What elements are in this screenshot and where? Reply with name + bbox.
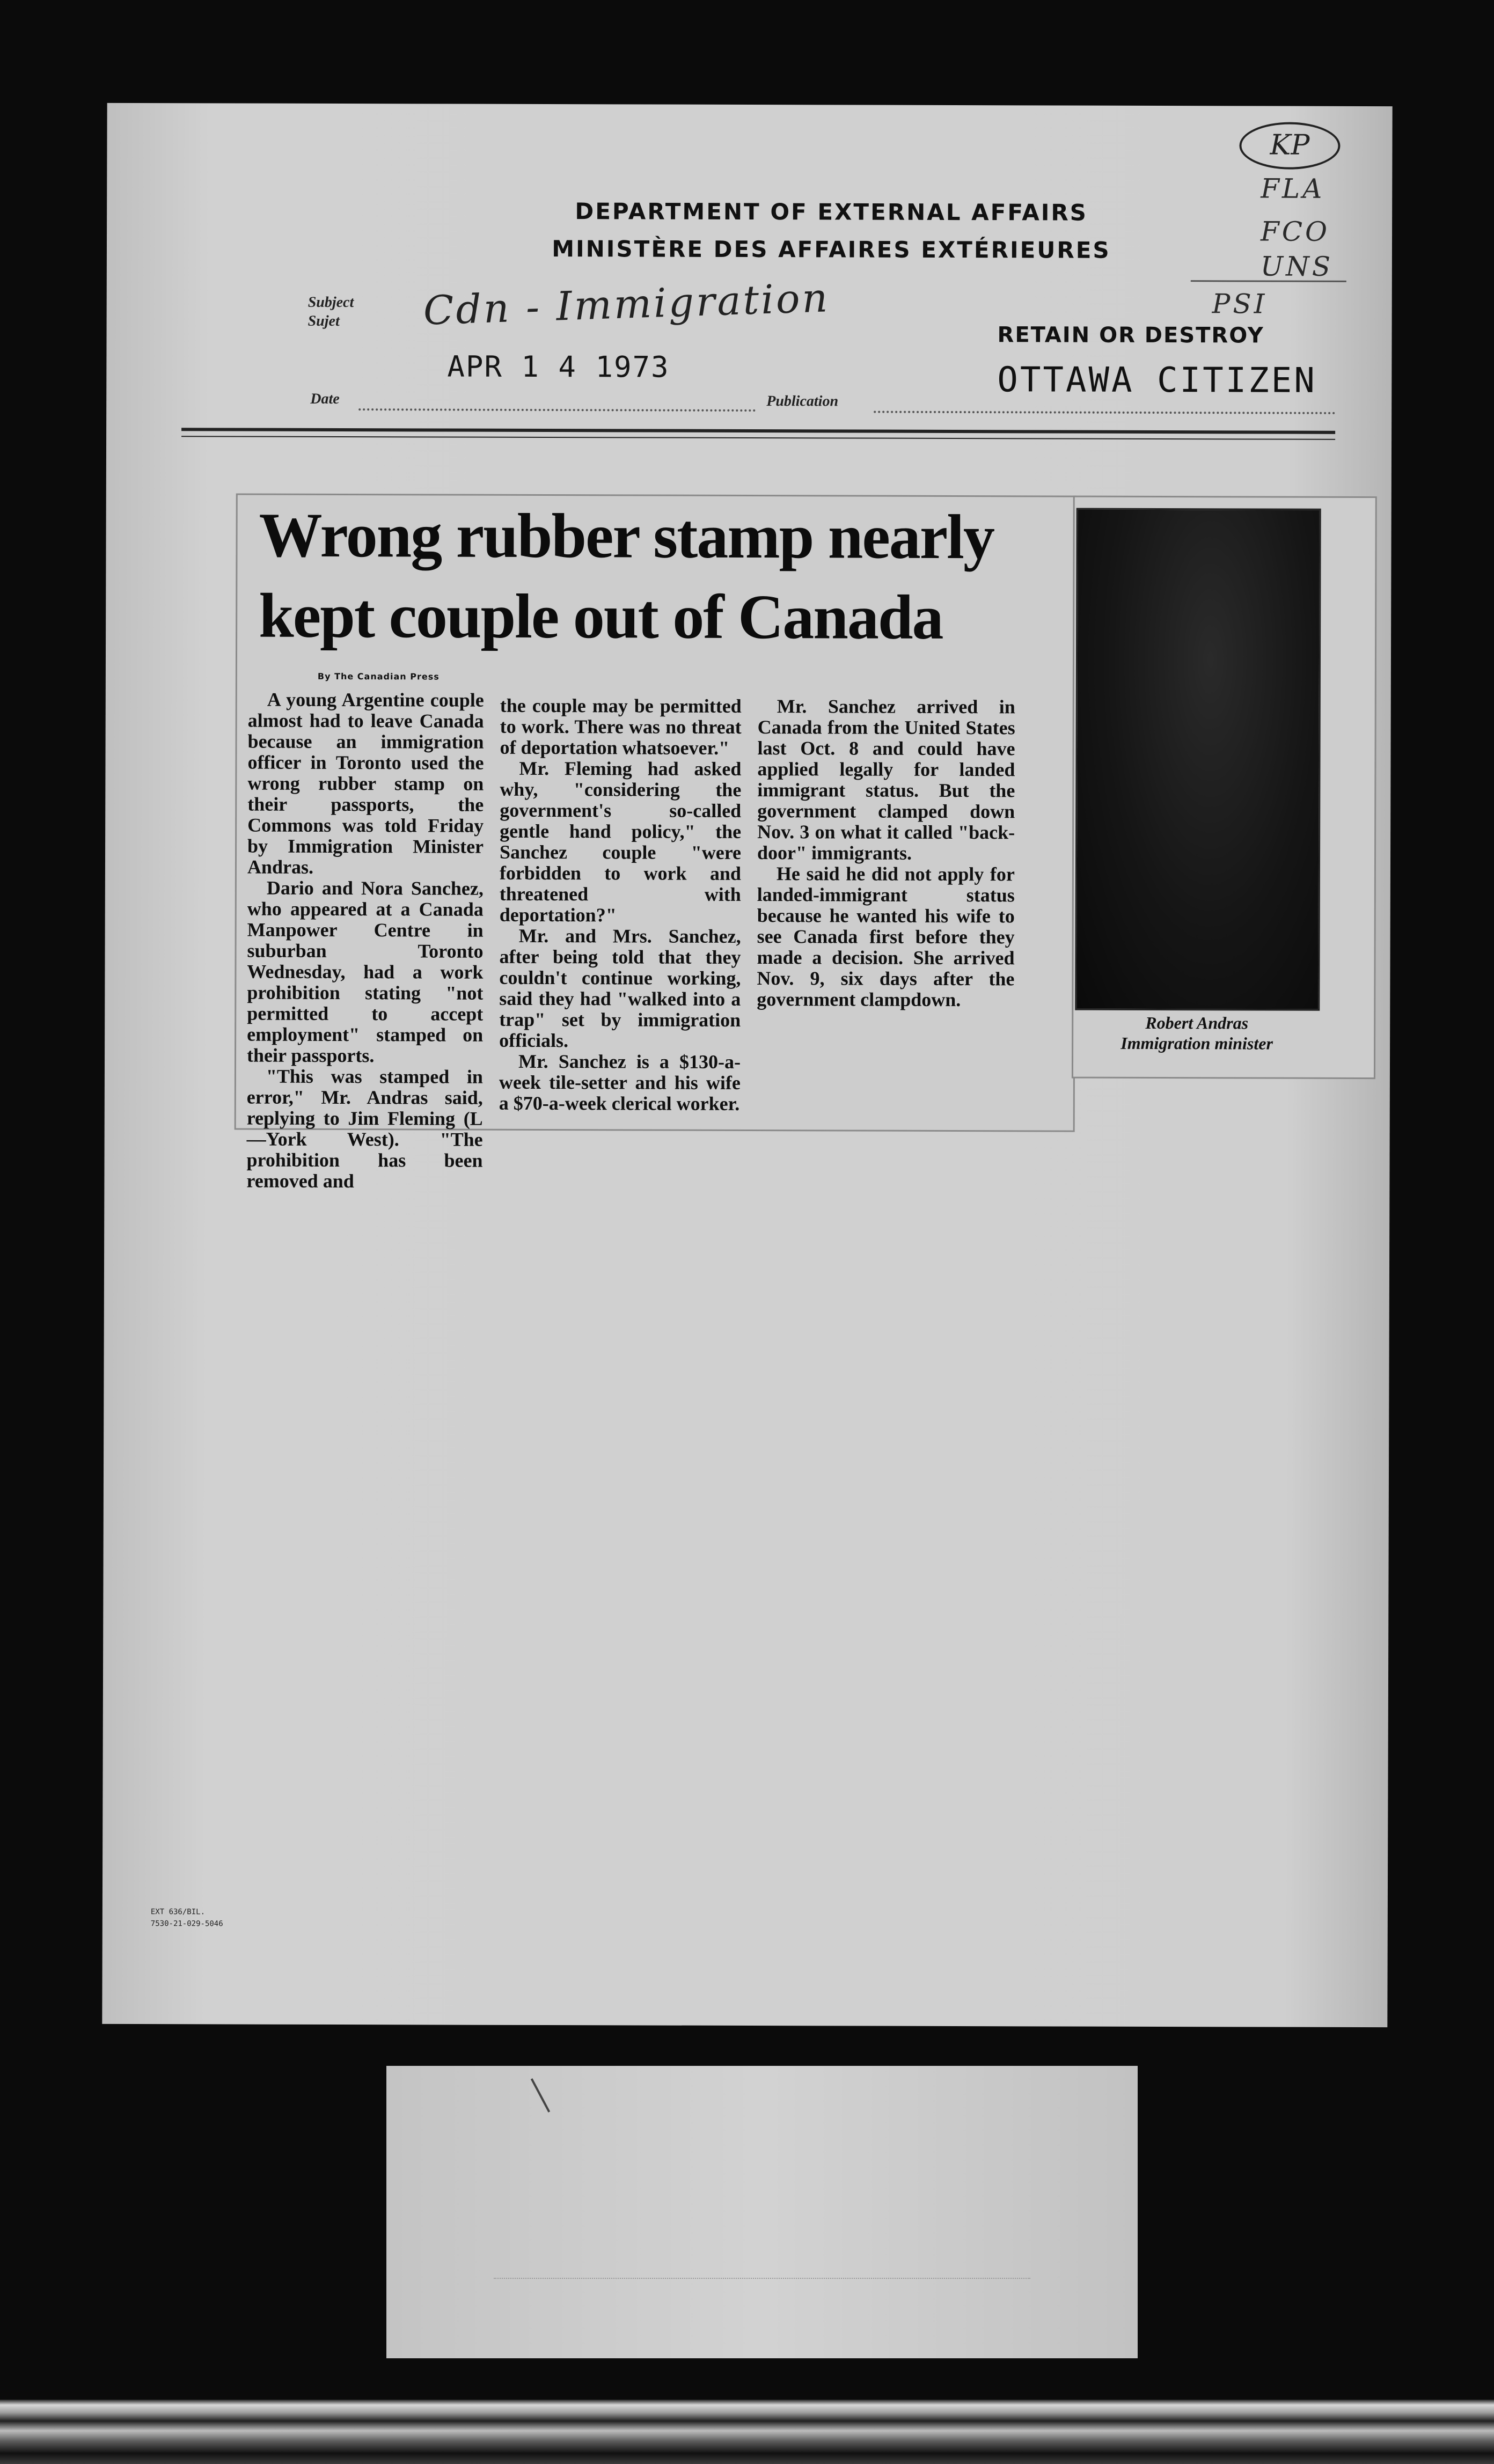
photo-caption xyxy=(1071,1013,1323,1054)
article-headline: Wrong rubber stamp nearly kept couple out of Canada xyxy=(259,500,994,652)
slip-dotted-line xyxy=(494,2278,1030,2279)
form-code xyxy=(151,1906,223,1930)
portrait-photo xyxy=(1075,508,1321,1011)
margin-note-divider xyxy=(1191,280,1346,282)
paragraph: the couple may be permitted to work. There was no threat of deportation whatsoever." xyxy=(500,694,742,759)
film-edge xyxy=(0,2400,1494,2464)
subject-handwritten: Cdn - Immigration xyxy=(422,275,831,334)
paragraph: Mr. and Mrs. Sanchez, after being told that they couldn't continue working, said they had "walked into a trap" set by immigration officials. xyxy=(499,925,741,1052)
header-rule-thick xyxy=(181,428,1335,434)
margin-note-4: PSI xyxy=(1212,288,1268,320)
caption-title: Immigration minister xyxy=(1120,1033,1273,1053)
article-column-2 xyxy=(499,695,742,1114)
newspaper-clipping xyxy=(236,495,1375,1192)
article-byline: By The Canadian Press xyxy=(317,671,440,682)
margin-note-3: UNS xyxy=(1260,251,1334,282)
paragraph: Dario and Nora Sanchez, who appeared at a Canada Manpower Centre in suburban Toronto Wednesday, had a work prohibition stating "not permitted to accept employment" stamped on their passports. xyxy=(246,877,484,1067)
paragraph: A young Argentine couple almost had to leave Canada because an immigration officer in Toronto used the wrong rubber stamp on their passports, the Commons was told Friday by Immigration Minister Andras. xyxy=(247,688,484,878)
date-stamp: APR 1 4 1973 xyxy=(447,349,670,384)
circled-initials: KP xyxy=(1239,122,1340,169)
slip-mark xyxy=(531,2078,550,2113)
publication-name: OTTAWA CITIZEN xyxy=(997,360,1317,401)
publication-label: Publication xyxy=(766,393,839,410)
paragraph: He said he did not apply for landed-immigrant status because he wanted his wife to see Canada first before they made a decision. She arrived Nov. 9, six days after the government clampdown. xyxy=(757,863,1015,1011)
margin-note-2: FCO xyxy=(1260,216,1330,247)
subject-label-en: Subject xyxy=(307,294,354,311)
article-column-1 xyxy=(246,690,484,1192)
date-dotted-line xyxy=(358,408,756,412)
paragraph: Mr. Fleming had asked why, "considering the government's so-called gentle hand policy," the Sanchez couple "were forbidden to work and threatened with deportation?" xyxy=(499,757,742,926)
paragraph: Mr. Sanchez arrived in Canada from the United States last Oct. 8 and could have applied legally for landed immigrant status. But the government clamped down Nov. 3 on what it called "back-door" immigrants. xyxy=(757,695,1015,864)
publication-dotted-line xyxy=(874,411,1335,414)
paragraph: Mr. Sanchez is a $130-a-week tile-setter and his wife a $70-a-week clerical worker. xyxy=(499,1050,741,1114)
form-code-line-1: EXT 636/BIL. xyxy=(150,1908,206,1917)
department-title-en: DEPARTMENT OF EXTERNAL AFFAIRS xyxy=(575,198,1088,226)
paragraph: "This was stamped in error," Mr. Andras said, replying to Jim Fleming (L—York West). "The prohibition has been removed and xyxy=(246,1065,483,1192)
form-code-line-2: 7530-21-029-5046 xyxy=(150,1919,223,1928)
caption-name: Robert Andras xyxy=(1145,1013,1249,1033)
blank-slip xyxy=(386,2066,1138,2358)
subject-label-fr: Sujet xyxy=(307,312,340,330)
retain-or-destroy: RETAIN OR DESTROY xyxy=(997,322,1264,348)
department-title-fr: MINISTÈRE DES AFFAIRES EXTÉRIEURES xyxy=(552,236,1111,263)
margin-note-1: FLA xyxy=(1261,173,1325,204)
date-label: Date xyxy=(310,390,340,408)
clipping-form-sheet xyxy=(102,103,1392,2027)
header-rule-thin xyxy=(181,436,1335,440)
article-column-3 xyxy=(757,696,1015,1010)
